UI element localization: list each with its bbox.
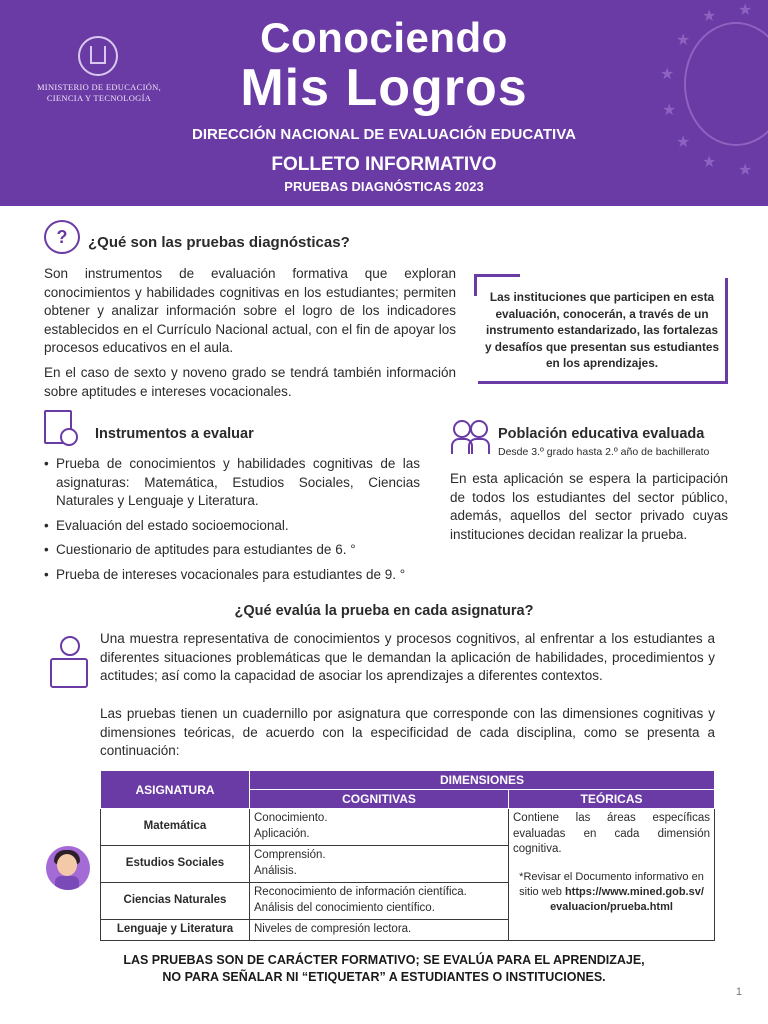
list-item: • Prueba de conocimientos y habilidades cognitivas de las asignaturas: Matemática, Estudios Sociales, Ciencias Naturales y Lenguaje y Literatura. [44, 455, 420, 511]
section-heading-population: Población educativa evaluada [498, 426, 705, 442]
star-icon: ★ [676, 32, 691, 49]
section-heading-instruments: Instrumentos a evaluar [95, 426, 254, 442]
table-header-subject: ASIGNATURA [101, 771, 250, 809]
star-icon: ★ [662, 102, 677, 119]
student-avatar-illustration [46, 846, 90, 890]
theoretical-cell: Contiene las áreas específicas evaluadas en cada dimensión cognitiva. *Revisar el Documento informativo en sitio web https://www.mined.gob.sv/ evaluacion/prueba.html [509, 809, 715, 941]
direction-name: DIRECCIÓN NACIONAL DE EVALUACIÓN EDUCATIVA [192, 126, 576, 143]
star-icon: ★ [660, 66, 675, 83]
list-item: • Cuestionario de aptitudes para estudiantes de 6. ° [44, 541, 420, 560]
instruments-list [44, 455, 420, 590]
star-icon: ★ [702, 8, 717, 25]
table-row: Lenguaje y Literatura Niveles de compresión lectora. [101, 920, 715, 941]
checklist-icon [44, 410, 72, 444]
page-subtitle: PRUEBAS DIAGNÓSTICAS 2023 [284, 179, 484, 194]
section-heading-what-are: ¿Qué son las pruebas diagnósticas? [88, 234, 350, 251]
star-icon: ★ [702, 154, 717, 171]
page-title: FOLLETO INFORMATIVO [271, 154, 497, 175]
footer-statement: LAS PRUEBAS SON DE CARÁCTER FORMATIVO; SE EVALÚA PARA EL APRENDIZAJE, NO PARA SEÑALAR NI “ETIQUETAR” A ESTUDIANTES O INSTITUCIONES. [123, 953, 645, 984]
table-row: Matemática Conocimiento. Aplicación. Contiene las áreas específicas evaluadas en cada dimensión cognitiva. *Revisar el Documento informativo en sitio web https://www.mined.gob.sv/ evaluacion/prueba.html [101, 809, 715, 846]
paragraph-definition: Son instrumentos de evaluación formativa que exploran conocimientos y habilidades cognitivas en los estudiantes; permiten obtener y analizar información sobre el logro de los indicadores establecidos en el Currículo Nacional actual, con el fin de apoyar los procesos educativos en el aula. [44, 266, 456, 355]
table-header-cognitive: COGNITIVAS [250, 790, 509, 809]
section-heading-evaluation: ¿Qué evalúa la prueba en cada asignatura? [234, 603, 534, 619]
paragraph-sixth-ninth: En el caso de sexto y noveno grado se tendrá también información sobre aptitudes e intereses vocacionales. [44, 365, 456, 399]
student-reading-icon [48, 634, 88, 688]
question-bubble-icon: ? [44, 220, 80, 254]
list-item: • Prueba de intereses vocacionales para estudiantes de 9. ° [44, 566, 420, 585]
paragraph-evaluation-2: Las pruebas tienen un cuadernillo por asignatura que corresponde con las dimensiones cognitivas y dimensiones teóricas, de acuerdo con la especificidad de cada disciplina, como se presenta a continuación: [100, 706, 715, 758]
table-header-theoretical: TEÓRICAS [509, 790, 715, 809]
callout-text: Las instituciones que participen en esta evaluación, conocerán, a través de un instrumento estandarizado, las fortalezas y desafíos que presentan sus estudiantes en los aprendizajes. [484, 290, 720, 370]
dimensions-table [100, 770, 715, 941]
table-header-dimensions: DIMENSIONES [250, 771, 715, 790]
page-number: 1 [735, 986, 742, 998]
star-icon: ★ [738, 162, 753, 179]
star-icon: ★ [738, 2, 753, 19]
table-row: Estudios Sociales Comprensión. Análisis. [101, 846, 715, 883]
table-row: Ciencias Naturales Reconocimiento de información científica. Análisis del conocimiento científico. [101, 883, 715, 920]
mined-link[interactable]: https://www.mined.gob.sv/ evaluacion/prueba.html [550, 885, 704, 913]
ministry-name: MINISTERIO DE EDUCACIÓN, CIENCIA Y TECNOLOGÍA [36, 82, 162, 103]
header-banner [0, 0, 768, 206]
logo-line-2: Mis Logros [240, 59, 528, 117]
list-item: • Evaluación del estado socioemocional. [44, 517, 420, 536]
paragraph-evaluation-1: Una muestra representativa de conocimientos y procesos cognitivos, al enfrentar a los estudiantes a diferentes situaciones problemáticas que le demandan la aplicación de habilidades, procedimientos y actitudes; así como la capacidad de asociar los aprendizajes a diferentes contextos. [100, 631, 715, 683]
paragraph-population: En esta aplicación se espera la participación de todos los estudiantes del sector público, además, aquellos del sector privado cuyas instituciones decidan realizar la prueba. [450, 471, 728, 542]
star-icon: ★ [676, 134, 691, 151]
students-group-icon [450, 418, 488, 454]
logo-line-1: Conociendo [260, 14, 508, 61]
population-range: Desde 3.º grado hasta 2.º año de bachillerato [498, 446, 710, 458]
